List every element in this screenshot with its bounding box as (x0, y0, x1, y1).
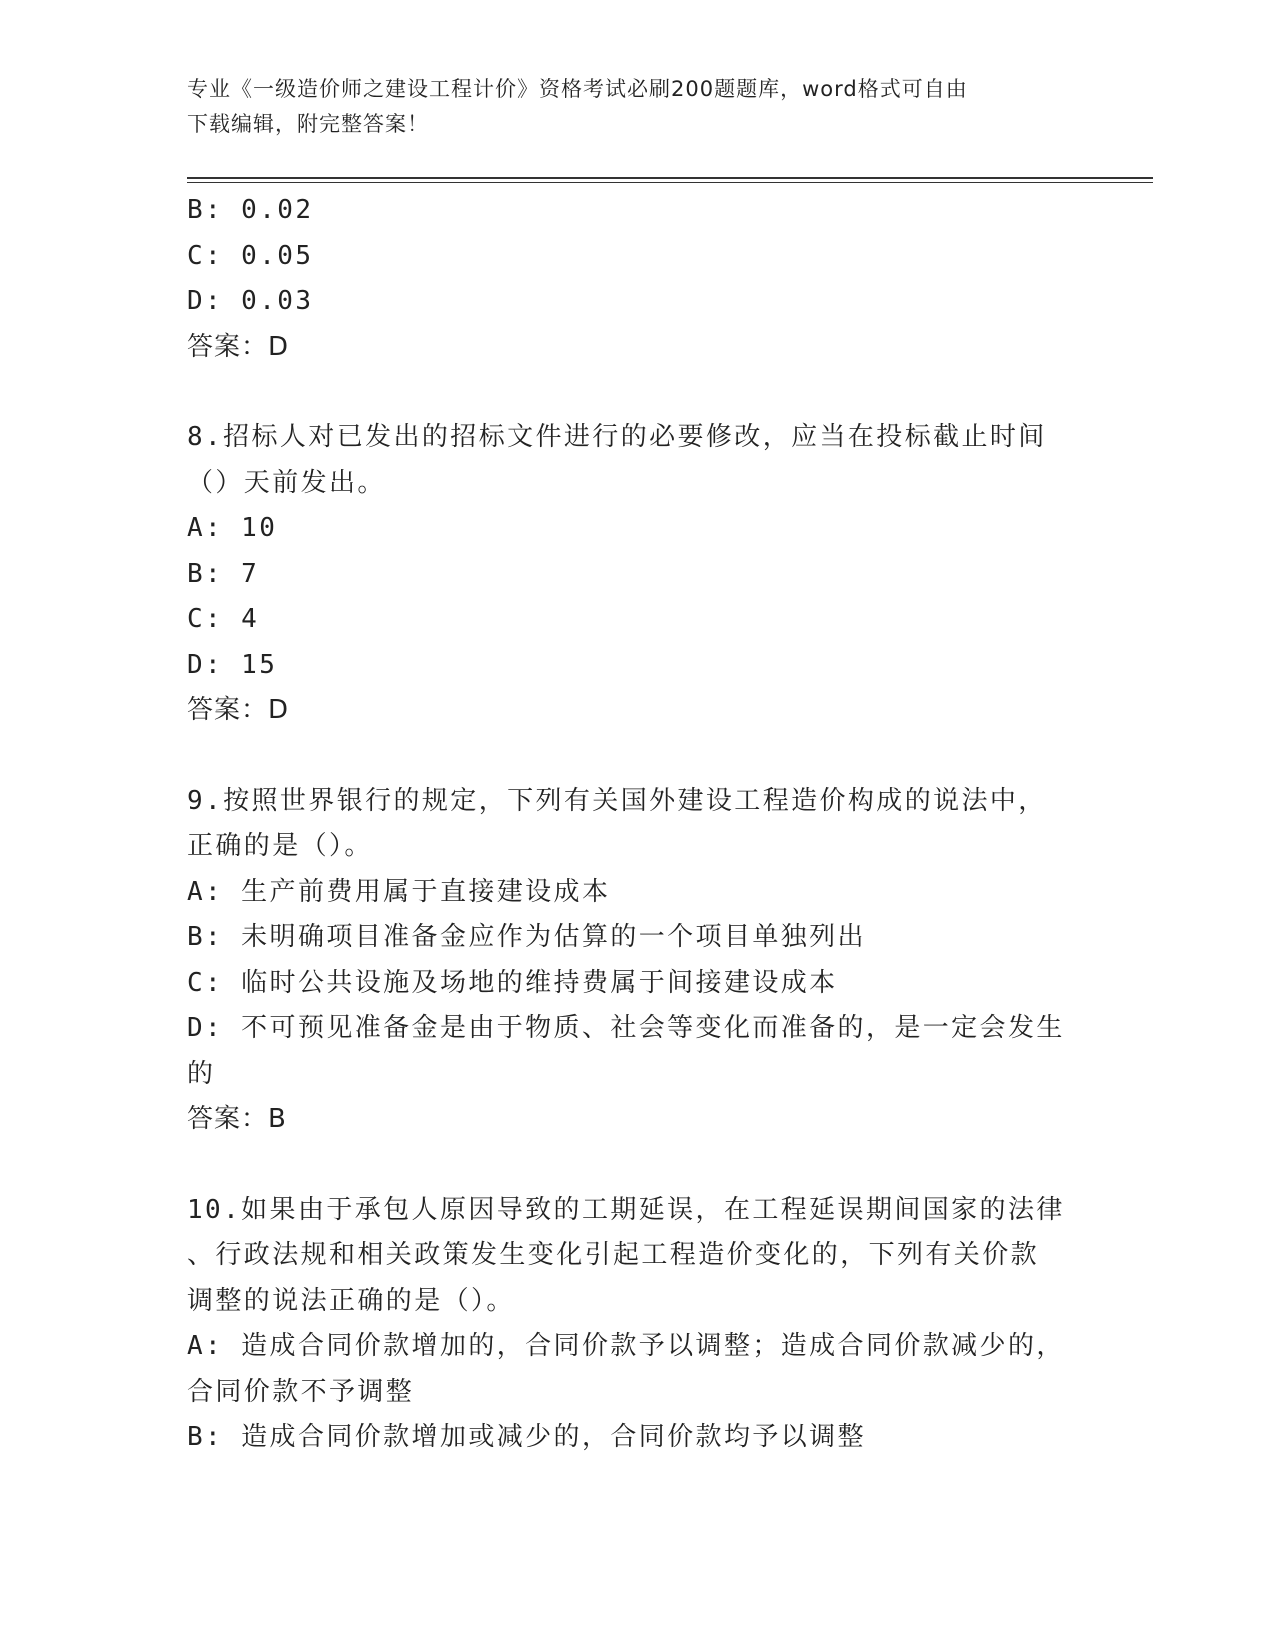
question-9-stem-line-2: 正确的是（）。 (187, 831, 373, 861)
question-10-option-a-line-1: A: 造成合同价款增加的，合同价款予以调整；造成合同价款减少的， (187, 1331, 1065, 1361)
question-8-option-b: B: 7 (187, 558, 260, 589)
question-gap (187, 370, 1087, 415)
header-line-2: 下载编辑，附完整答案！ (187, 112, 429, 136)
question-9-option-d-line-1: D: 不可预见准备金是由于物质、社会等变化而准备的，是一定会发生 (187, 1013, 1065, 1043)
question-10-stem-line-3: 调整的说法正确的是（）。 (187, 1285, 515, 1316)
question-9-stem-line-1: 9.按照世界银行的规定，下列有关国外建设工程造价构成的说法中， (187, 785, 1047, 816)
question-9-option-c: C: 临时公共设施及场地的维持费属于间接建设成本 (187, 967, 838, 998)
question-list (187, 188, 1087, 1461)
question-gap (187, 1143, 1087, 1188)
page-header (187, 72, 1087, 142)
question-8-stem-line-1: 8.招标人对已发出的招标文件进行的必要修改，应当在投标截止时间 (187, 422, 1047, 452)
question-10-option-b: B: 造成合同价款增加或减少的，合同价款均予以调整 (187, 1422, 866, 1452)
header-rule-thin (187, 182, 1153, 183)
header-line-1: 专业《一级造价师之建设工程计价》资格考试必刷200题题库，word格式可自由 (187, 77, 968, 101)
question-8-option-a: A: 10 (187, 513, 278, 543)
question-8-option-c: C: 4 (187, 604, 260, 634)
question-7-option-d: D: 0.03 (187, 286, 314, 316)
question-7-option-c: C: 0.05 (187, 240, 314, 271)
question-7-continued (187, 188, 1087, 370)
question-7-option-b: B: 0.02 (187, 195, 314, 225)
question-8-stem-line-2: （）天前发出。 (187, 467, 386, 498)
header-rule-thick (187, 177, 1153, 179)
question-8-option-d: D: 15 (187, 649, 278, 680)
question-7-answer: 答案：D (187, 331, 290, 362)
question-9-option-a: A: 生产前费用属于直接建设成本 (187, 876, 611, 907)
question-10 (187, 1188, 1087, 1461)
question-gap (187, 734, 1087, 779)
question-8 (187, 415, 1087, 734)
question-8-answer: 答案：D (187, 695, 290, 725)
question-10-stem-line-2: 、行政法规和相关政策发生变化引起工程造价变化的，下列有关价款 (187, 1240, 1040, 1270)
question-9-option-d-line-2: 的 (187, 1058, 216, 1089)
question-9 (187, 779, 1087, 1143)
question-9-answer: 答案：B (187, 1104, 287, 1134)
question-10-stem-line-1: 10.如果由于承包人原因导致的工期延误，在工程延误期间国家的法律 (187, 1194, 1065, 1225)
question-9-option-b: B: 未明确项目准备金应作为估算的一个项目单独列出 (187, 922, 866, 952)
question-10-option-a-line-2: 合同价款不予调整 (187, 1376, 415, 1407)
